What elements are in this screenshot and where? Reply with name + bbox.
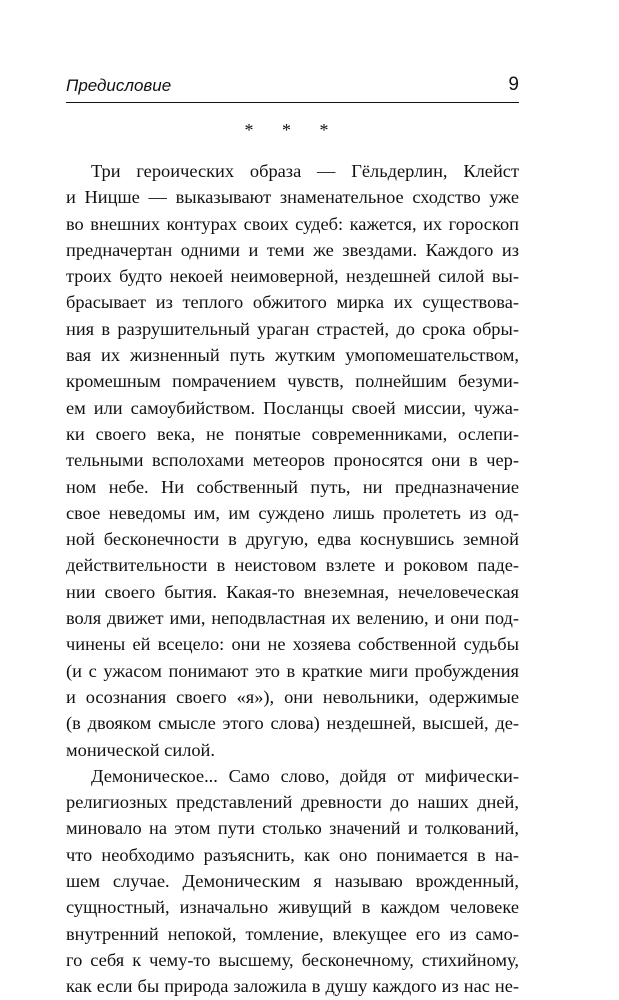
text-line: и осознания своего «я»), они невольники, одержимые: [66, 686, 519, 707]
text-line: свое неведомы им, им суждено лишь пролететь из од-: [66, 502, 519, 523]
text-line: внутренний непокой, томление, влекущее его из само-: [66, 923, 519, 944]
text-line: предначертан одними и теми же звездами. Каждого из: [66, 239, 519, 260]
text-line: го себя к чему-то высшему, бесконечному, стихийному,: [66, 949, 519, 970]
text-line: кромешным помрачением чувств, полнейшим безуми-: [66, 371, 519, 392]
body-text: [66, 158, 519, 1000]
text-line: ния в разрушительный ураган страстей, до срока обры-: [66, 318, 519, 339]
text-line: (в двояком смысле этого слова) нездешней, высшей, де-: [66, 713, 519, 734]
text-line: и Ницше — выказывают знаменательное сходство уже: [66, 187, 519, 208]
text-line: ем или самоубийством. Посланцы своей миссии, чужа-: [66, 397, 519, 418]
text-line: брасывает из теплого обжитого мирка их существова-: [66, 292, 519, 313]
header-rule: [66, 102, 519, 103]
text-line: вая их жизненный путь жутким умопомешательством,: [66, 345, 519, 366]
text-line: сущностный, изначально живущий в каждом человеке: [66, 897, 519, 918]
page-number: 9: [508, 74, 519, 95]
text-line: ки своего века, не понятые современниками, ослепи-: [66, 423, 519, 444]
text-line: миновало на этом пути столько значений и толкований,: [66, 818, 519, 839]
chapter-title: Предисловие: [66, 76, 172, 95]
text-line: как если бы природа заложила в душу каждого из нас не-: [66, 976, 519, 997]
running-header: [66, 72, 519, 102]
text-line: ной бесконечности в другую, едва коснувшись земной: [66, 529, 519, 550]
text-line: действительности в неистовом взлете и роковом паде-: [66, 555, 519, 576]
text-line: шем случае. Демоническим я называю врожденный,: [66, 871, 519, 892]
text-line: Три героических образа — Гёльдерлин, Клейст: [91, 161, 519, 181]
text-line: монической силой.: [66, 739, 216, 760]
text-line: нии своего бытия. Какая-то внеземная, нечеловеческая: [66, 581, 519, 602]
text-line: (и с ужасом понимают это в краткие миги пробуждения: [66, 660, 519, 681]
text-line: воля движет ими, неподвластная их велению, и они под-: [66, 608, 519, 629]
section-separator: * * *: [244, 120, 341, 140]
text-line: троих будто некоей неимоверной, нездешней силой вы-: [66, 266, 519, 287]
text-line: что необходимо разъяснить, как оно понимается в на-: [66, 844, 519, 865]
text-line: религиозных представлений древности до наших дней,: [66, 792, 519, 813]
text-line: чинены ей всецело: они не хозяева собственной судьбы: [66, 634, 519, 655]
text-line: ном небе. Ни собственный путь, ни предназначение: [66, 476, 519, 497]
text-line: Демоническое... Само слово, дойдя от мифически-: [91, 765, 519, 786]
text-line: тельными всполохами метеоров проносятся они в чер-: [66, 450, 519, 471]
text-line: во внешних контурах своих судеб: кажется, их гороскоп: [66, 213, 519, 234]
